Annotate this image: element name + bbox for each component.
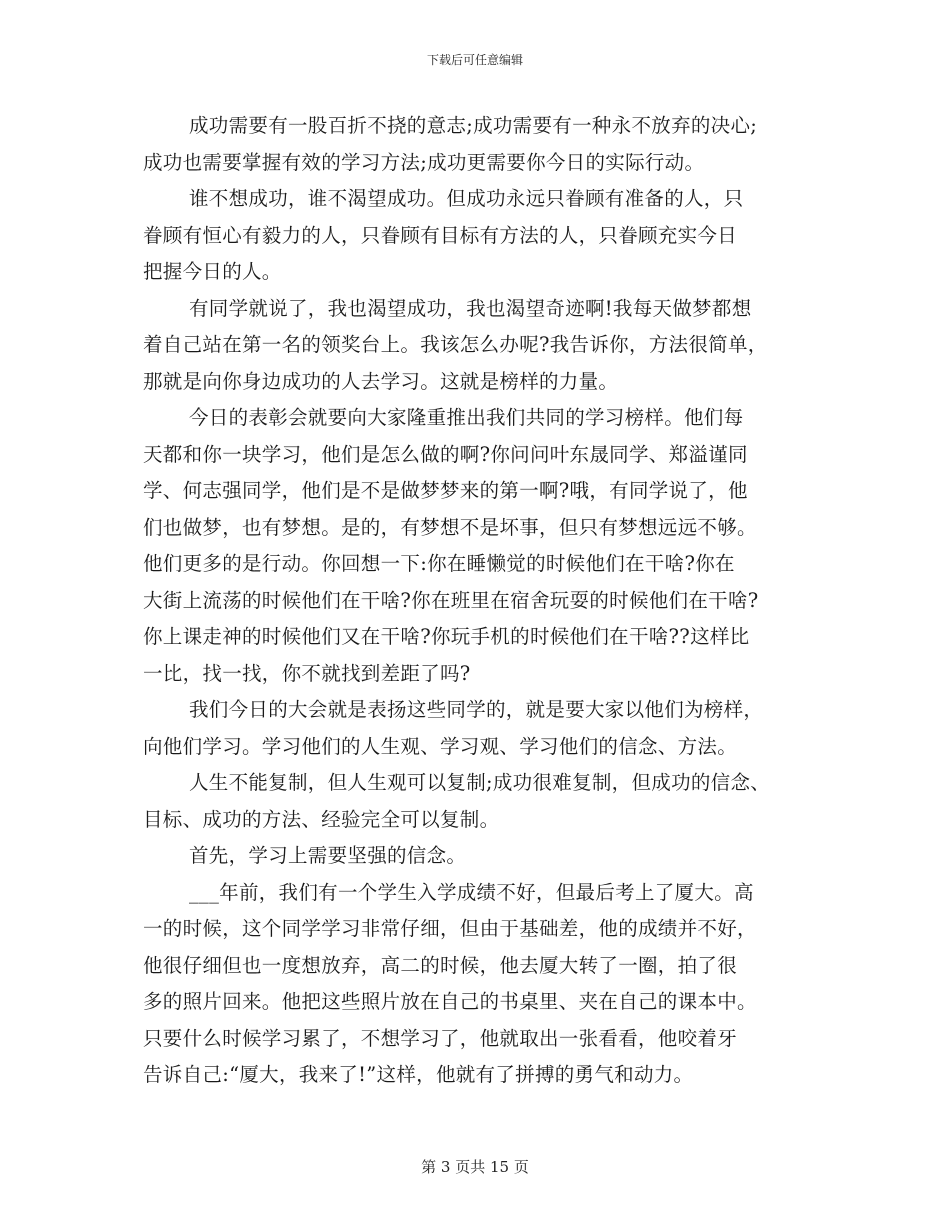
page-header: 下载后可任意编辑	[426, 53, 523, 67]
text-line: 谁不想成功，谁不渴望成功。但成功永远只眷顾有准备的人，只	[189, 187, 744, 210]
text-line: 一比，找一找，你不就找到差距了吗?	[143, 661, 471, 685]
text-line: 大街上流荡的时候他们在干啥?你在班里在宿舍玩耍的时候他们在干啥?	[143, 588, 759, 612]
text-line: 一的时候，这个同学学习非常仔细，但由于基础差，他的成绩并不好，	[143, 917, 757, 940]
text-line: 成功需要有一股百折不挠的意志;成功需要有一种永不放弃的决心;	[189, 114, 758, 137]
text-line: 着自己站在第一名的领奖台上。我该怎么办呢?我告诉你，方法很简单，	[143, 333, 768, 356]
page-footer: 第 3 页共 15 页	[421, 1158, 529, 1176]
text-line: 把握今日的人。	[143, 260, 282, 283]
text-line: 成功也需要掌握有效的学习方法;成功更需要你今日的实际行动。	[143, 150, 705, 174]
text-line: 只要什么时候学习累了，不想学习了，他就取出一张看看，他咬着牙	[143, 1026, 738, 1050]
text-line: ___年前，我们有一个学生入学成绩不好，但最后考上了厦大。高	[189, 880, 754, 904]
text-line: 他们更多的是行动。你回想一下:你在睡懒觉的时候他们在干啥?你在	[143, 552, 735, 575]
text-line: 多的照片回来。他把这些照片放在自己的书桌里、夹在自己的课本中。	[143, 990, 757, 1013]
text-line: 向他们学习。学习他们的人生观、学习观、学习他们的信念、方法。	[143, 734, 738, 758]
text-line: 目标、成功的方法、经验完全可以复制。	[143, 807, 500, 831]
text-line: 天都和你一块学习，他们是怎么做的啊?你问问叶东晟同学、郑溢谨同	[143, 442, 748, 466]
text-line: 学、何志强同学，他们是不是做梦梦来的第一啊?哦，有同学说了，他	[143, 479, 748, 502]
text-line: 眷顾有恒心有毅力的人，只眷顾有目标有方法的人，只眷顾充实今日	[143, 223, 738, 247]
text-line: 我们今日的大会就是表扬这些同学的，就是要大家以他们为榜样，	[189, 698, 764, 721]
text-line: 告诉自己:“厦大，我来了!”这样，他就有了拼搏的勇气和动力。	[143, 1063, 694, 1086]
text-line: 那就是向你身边成功的人去学习。这就是榜样的力量。	[143, 369, 619, 393]
text-line: 今日的表彰会就要向大家隆重推出我们共同的学习榜样。他们每	[189, 406, 744, 429]
document-body	[143, 108, 813, 1094]
text-line: 首先，学习上需要坚强的信念。	[189, 844, 467, 867]
text-line: 有同学就说了，我也渴望成功，我也渴望奇迹啊!我每天做梦都想	[189, 296, 752, 320]
text-line: 人生不能复制，但人生观可以复制;成功很难复制，但成功的信念、	[189, 771, 771, 794]
text-line: 们也做梦，也有梦想。是的，有梦想不是坏事，但只有梦想远远不够。	[143, 515, 757, 539]
text-line: 他很仔细但也一度想放弃，高二的时候，他去厦大转了一圈，拍了很	[143, 953, 738, 977]
text-line: 你上课走神的时候他们又在干啥?你玩手机的时候他们在干啥??这样比	[143, 625, 750, 648]
